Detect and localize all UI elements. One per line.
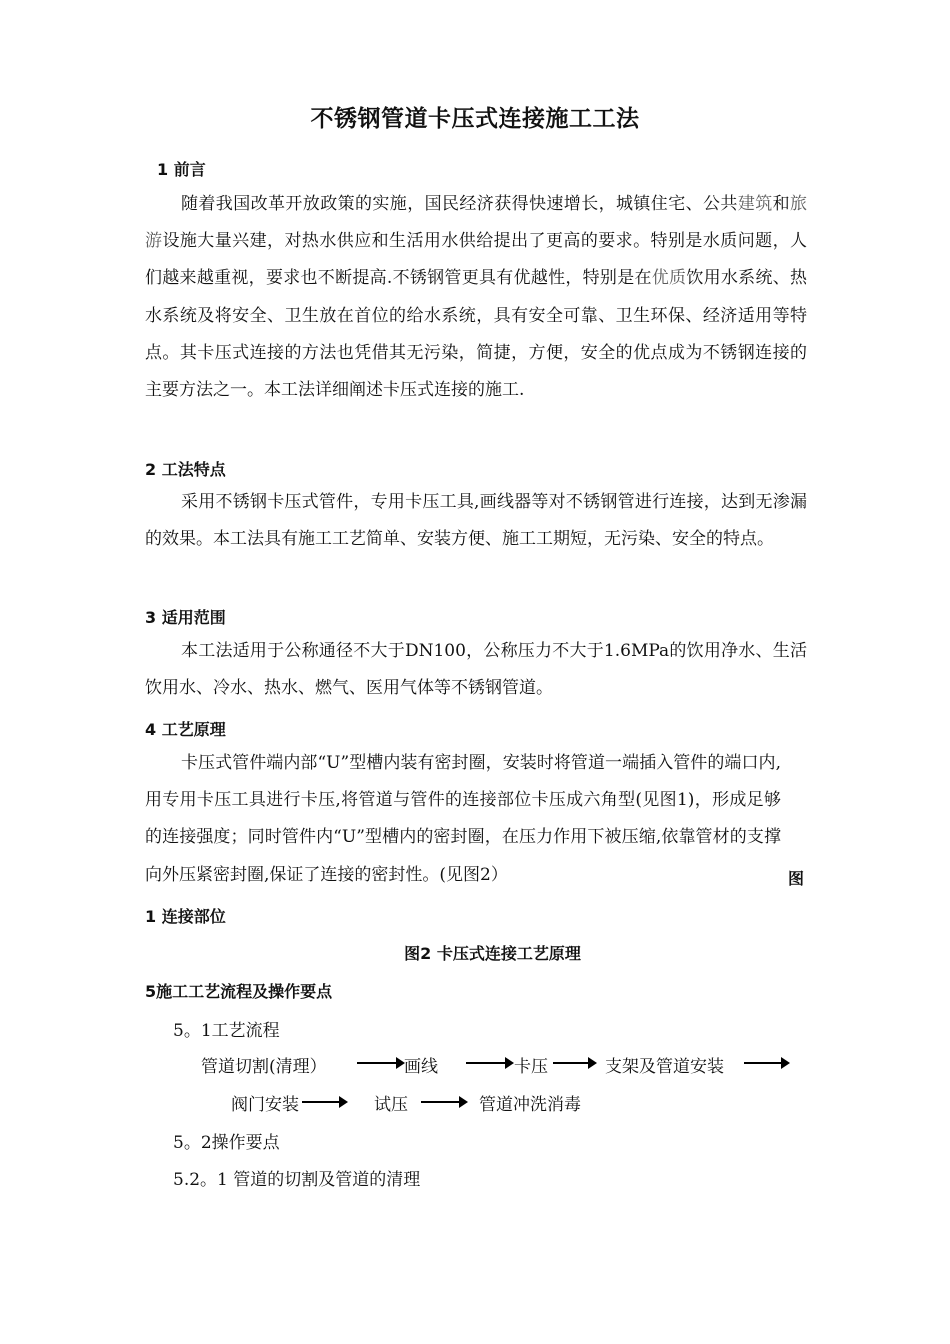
section-1-paragraph	[145, 186, 807, 409]
subsection-5-1: 5。1工艺流程	[173, 1021, 280, 1041]
text-run: 和	[772, 194, 791, 214]
flow-step-pressure-test: 试压	[374, 1095, 408, 1115]
section-1-heading: 1 前言	[157, 160, 206, 179]
flow-step-marking: 画线	[404, 1057, 438, 1077]
subsection-5-2: 5。2操作要点	[173, 1133, 280, 1153]
section-3-heading: 3 适用范围	[145, 608, 226, 627]
link-building[interactable]: 建筑	[737, 194, 773, 214]
figure-2-caption: 图2 卡压式连接工艺原理	[404, 944, 581, 963]
flow-arrow	[553, 1062, 595, 1064]
flow-arrow	[302, 1101, 346, 1103]
section-3-paragraph: 本工法适用于公称通径不大于DN100，公称压力不大于1.6MPa的饮用净水、生活饮用水、冷水、热水、燃气、医用气体等不锈钢管道。	[145, 641, 807, 699]
flow-arrow	[357, 1062, 403, 1064]
link-quality[interactable]: 优质	[651, 268, 687, 289]
figure-1-caption: 1 连接部位	[145, 907, 226, 926]
text-run: 设施大量兴建，对热水供应和生活用水供给提出了更高的要求。特别是水质问题，人们越来越重视，要求也不断提高.不锈钢管更具有优越性，特别是在	[145, 231, 808, 289]
flow-step-flushing: 管道冲洗消毒	[479, 1095, 581, 1115]
flow-arrow	[421, 1101, 466, 1103]
flow-step-valve: 阀门安装	[231, 1095, 299, 1115]
flow-step-pressing: 卡压	[514, 1057, 548, 1077]
flow-step-cutting: 管道切割(清理）	[201, 1057, 327, 1077]
flow-step-installation: 支架及管道安装	[605, 1057, 724, 1077]
section-2-paragraph: 采用不锈钢卡压式管件，专用卡压工具,画线器等对不锈钢管进行连接，达到无渗漏的效果。本工法具有施工工艺简单、安装方便、施工工期短，无污染、安全的特点。	[145, 492, 807, 550]
link-tourism[interactable]: 旅游	[145, 194, 808, 252]
flow-arrow	[744, 1062, 788, 1064]
section-2-heading: 2 工法特点	[145, 460, 226, 479]
text-run: 随着我国改革开放政策的实施，国民经济获得快速增长，城镇住宅、公共	[181, 194, 738, 214]
text-run: 饮用水系统、热水系统及将安全、卫生放在首位的给水系统，具有安全可靠、卫生环保、经济适用等特点。其卡压式连接的方法也凭借其无污染，简捷，方便，安全的优点成为不锈钢连接的主要方法之一。本工法详细阐述卡压式连接的施工.	[145, 268, 808, 401]
document-title: 不锈钢管道卡压式连接施工工法	[310, 106, 640, 132]
section-4-heading: 4 工艺原理	[145, 720, 226, 739]
subsection-5-2-1: 5.2。1 管道的切割及管道的清理	[173, 1170, 421, 1190]
flow-arrow	[466, 1062, 512, 1064]
section-5-heading: 5施工工艺流程及操作要点	[145, 982, 333, 1001]
section-4-paragraph: 卡压式管件端内部“U”型槽内装有密封圈，安装时将管道一端插入管件的端口内,用专用卡压工具进行卡压,将管道与管件的连接部位卡压成六角型(见图1)，形成足够的连接强度；同时管件内“U”型槽内的密封圈，在压力作用下被压缩,依靠管材的支撑向外压紧密封圈,保证了连接的密封性。(见图2）	[145, 753, 781, 885]
figure-label-right: 图	[788, 869, 805, 888]
